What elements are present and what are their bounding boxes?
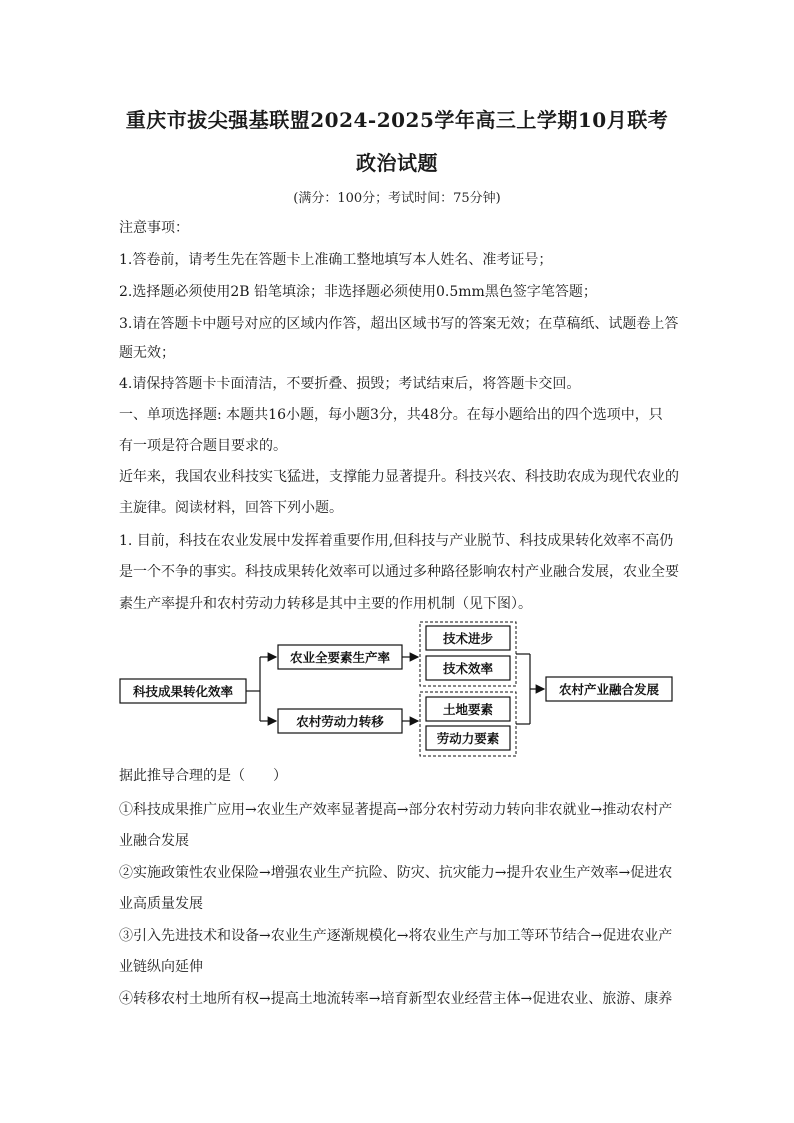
exam-meta: (满分：100分；考试时间：75分钟) [293,191,501,206]
note-item: 2.选择题必须使用2B 铅笔填涂；非选择题必须使用0.5mm黑色签字笔答题； [119,284,597,300]
option-1-cont: 业融合发展 [119,833,189,849]
diagram-label-tech-efficiency: 技术效率 [442,661,494,676]
note-item: 题无效； [119,345,175,361]
option-3: ③引入先进技术和设备→农业生产逐渐规模化→将农业生产与加工等环节结合→促进农业产 [119,928,673,944]
note-item: 3.请在答题卡中题号对应的区域内作答，超出区域书写的答案无效；在草稿纸、试题卷上答 [119,316,679,332]
mechanism-diagram [118,618,678,760]
section-heading-cont: 有一项是符合题目要求的。 [119,438,287,454]
option-2-cont: 业高质量发展 [119,896,203,912]
diagram-label-land: 土地要素 [442,702,494,717]
question-stem: 1. 目前，科技在农业发展中发挥着重要作用,但科技与产业脱节、科技成果转化效率不高仍 [119,533,674,549]
question-stem: 素生产率提升和农村劳动力转移是其中主要的作用机制（见下图）。 [119,596,532,612]
question-stem: 是一个不争的事实。科技成果转化效率可以通过多种路径影响农村产业融合发展，农业全要 [119,564,679,580]
option-4: ④转移农村土地所有权→提高土地流转率→培育新型农业经营主体→促进农业、旅游、康养 [119,991,673,1007]
question-prompt: 据此推导合理的是（ ） [119,768,287,784]
intro-text: 主旋律。阅读材料，回答下列小题。 [119,500,343,516]
diagram-label-target: 农村产业融合发展 [558,682,660,697]
exam-title: 重庆市拔尖强基联盟2024-2025学年高三上学期10月联考 [125,108,669,132]
intro-text: 近年来，我国农业科技实飞猛进，支撑能力显著提升。科技兴农、科技助农成为现代农业的 [119,469,679,485]
section-heading: 一、单项选择题: 本题共16小题，每小题3分，共48分。在每小题给出的四个选项中，只 [119,407,663,423]
note-item: 4.请保持答题卡卡面清洁，不要折叠、损毁；考试结束后，将答题卡交回。 [119,376,581,392]
exam-subtitle: 政治试题 [356,151,438,175]
note-item: 1.答卷前，请考生先在答题卡上准确工整地填写本人姓名、准考证号； [119,252,553,268]
diagram-label-mid-top: 农业全要素生产率 [289,650,391,665]
option-2: ②实施政策性农业保险→增强农业生产抗险、防灾、抗灾能力→提升农业生产效率→促进农 [119,865,673,881]
notes-heading: 注意事项： [119,220,189,236]
diagram-label-tech-progress: 技术进步 [442,631,494,646]
diagram-label-labor: 劳动力要素 [436,731,500,746]
option-3-cont: 业链纵向延伸 [119,959,203,975]
diagram-label-source: 科技成果转化效率 [132,684,234,699]
diagram-label-mid-bottom: 农村劳动力转移 [296,714,384,729]
option-1: ①科技成果推广应用→农业生产效率显著提高→部分农村劳动力转向非农就业→推动农村产 [119,802,673,818]
